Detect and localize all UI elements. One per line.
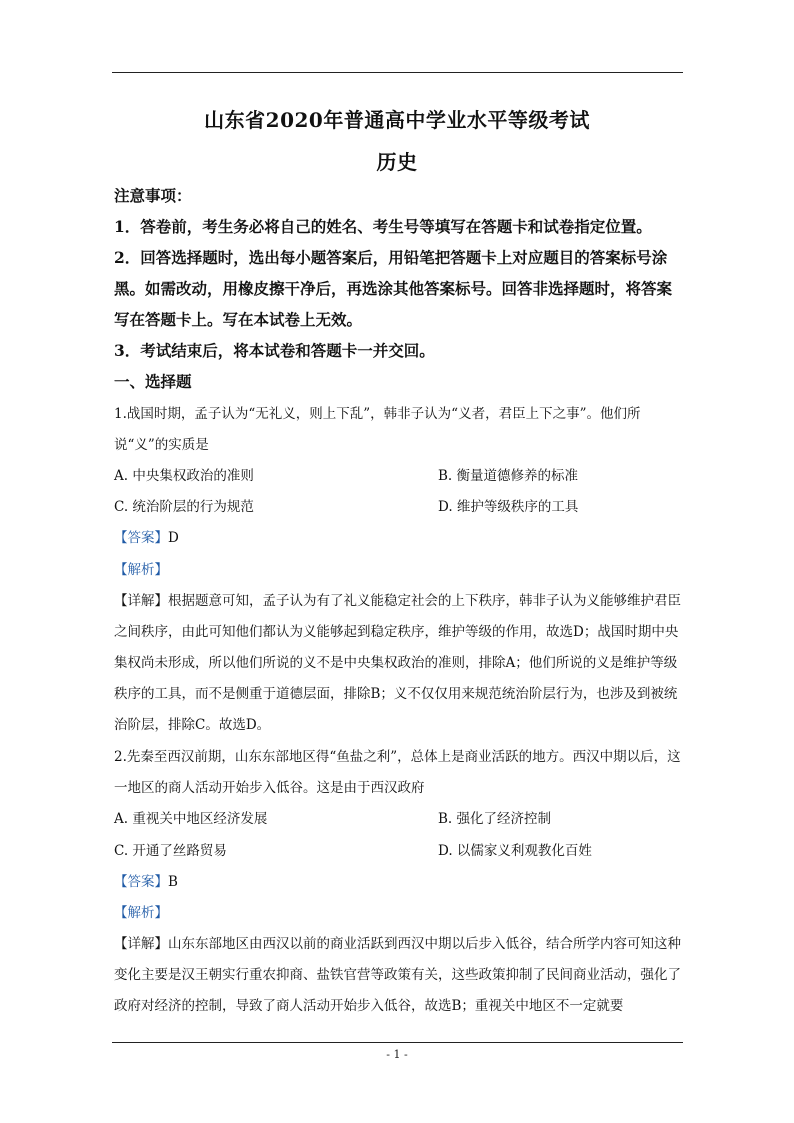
exam-title: 山东省2020年普通高中学业水平等级考试: [204, 108, 590, 132]
question-2-detail: [114, 929, 682, 1022]
question-2-stem: 2.先秦至西汉前期，山东东部地区得“鱼盐之利”，总体上是商业活跃的地方。西汉中期以后，这一地区的商人活动开始步入低谷。这是由于西汉政府: [114, 749, 681, 796]
subject-title: 历史: [376, 150, 418, 174]
answer-label: 【答案】: [114, 874, 168, 890]
answer-value: D: [168, 530, 179, 546]
detail-text: 根据题意可知，孟子认为有了礼义能稳定社会的上下秩序，韩非子认为义能够维护君臣之间秩序，由此可知他们都认为义能够起到稳定秩序，维护等级的作用，故选D；战国时期中央集权尚未形成，所以他们所说的义不是中央集权政治的准则，排除A；他们所说的义是维护等级秩序的工具，而不是侧重于道德层面，排除B；义不仅仅用来规范统治阶层行为，也涉及到被统治阶层，排除C。故选D。: [114, 593, 681, 733]
question-1-stem: 1.战国时期，孟子认为“无礼义，则上下乱”，韩非子认为“义者，君臣上下之事”。他们所说“义”的实质是: [114, 406, 641, 453]
question-1-option-d: D. 维护等级秩序的工具: [438, 499, 579, 515]
question-2-answer: [114, 867, 682, 898]
footer-rule: [112, 1042, 683, 1043]
question-1-option-c: C. 统治阶层的行为规范: [114, 499, 254, 515]
detail-label: 【详解】: [114, 936, 168, 952]
question-1-option-b: B. 衡量道德修养的标准: [438, 468, 579, 484]
question-2-option-d: D. 以儒家义利观教化百姓: [438, 843, 592, 859]
header-rule: [112, 72, 683, 73]
detail-text: 山东东部地区由西汉以前的商业活跃到西汉中期以后步入低谷，结合所学内容可知这种变化主要是汉王朝实行重农抑商、盐铁官营等政策有关，这些政策抑制了民间商业活动，强化了政府对经济的控制，导致了商人活动开始步入低谷，故选B；重视关中地区不一定就要: [114, 936, 681, 1014]
question-1-option-a: A. 中央集权政治的准则: [114, 468, 254, 484]
answer-label: 【答案】: [114, 530, 168, 546]
notice-heading: 注意事项：: [114, 186, 192, 205]
section-heading: 一、选择题: [114, 372, 192, 391]
question-2-option-b: B. 强化了经济控制: [438, 811, 552, 827]
detail-label: 【详解】: [114, 593, 168, 609]
answer-value: B: [168, 874, 178, 890]
notice-item-2: 2．回答选择题时，选出每小题答案后，用铅笔把答题卡上对应题目的答案标号涂黑。如需改动，用橡皮擦干净后，再选涂其他答案标号。回答非选择题时，将答案写在答题卡上。写在本试卷上无效。: [114, 248, 673, 329]
question-2-analysis-label: 【解析】: [114, 905, 168, 921]
notice-item-3: 3．考试结束后，将本试卷和答题卡一并交回。: [114, 341, 435, 360]
question-2-option-c: C. 开通了丝路贸易: [114, 843, 227, 859]
question-1-analysis-label: 【解析】: [114, 562, 168, 578]
question-1-detail: [114, 586, 682, 741]
page-number: - 1 -: [386, 1048, 408, 1061]
notice-item-1: 1．答卷前，考生务必将自己的姓名、考生号等填写在答题卡和试卷指定位置。: [114, 217, 652, 236]
question-1-answer: [114, 523, 682, 554]
question-2-option-a: A. 重视关中地区经济发展: [114, 811, 268, 827]
